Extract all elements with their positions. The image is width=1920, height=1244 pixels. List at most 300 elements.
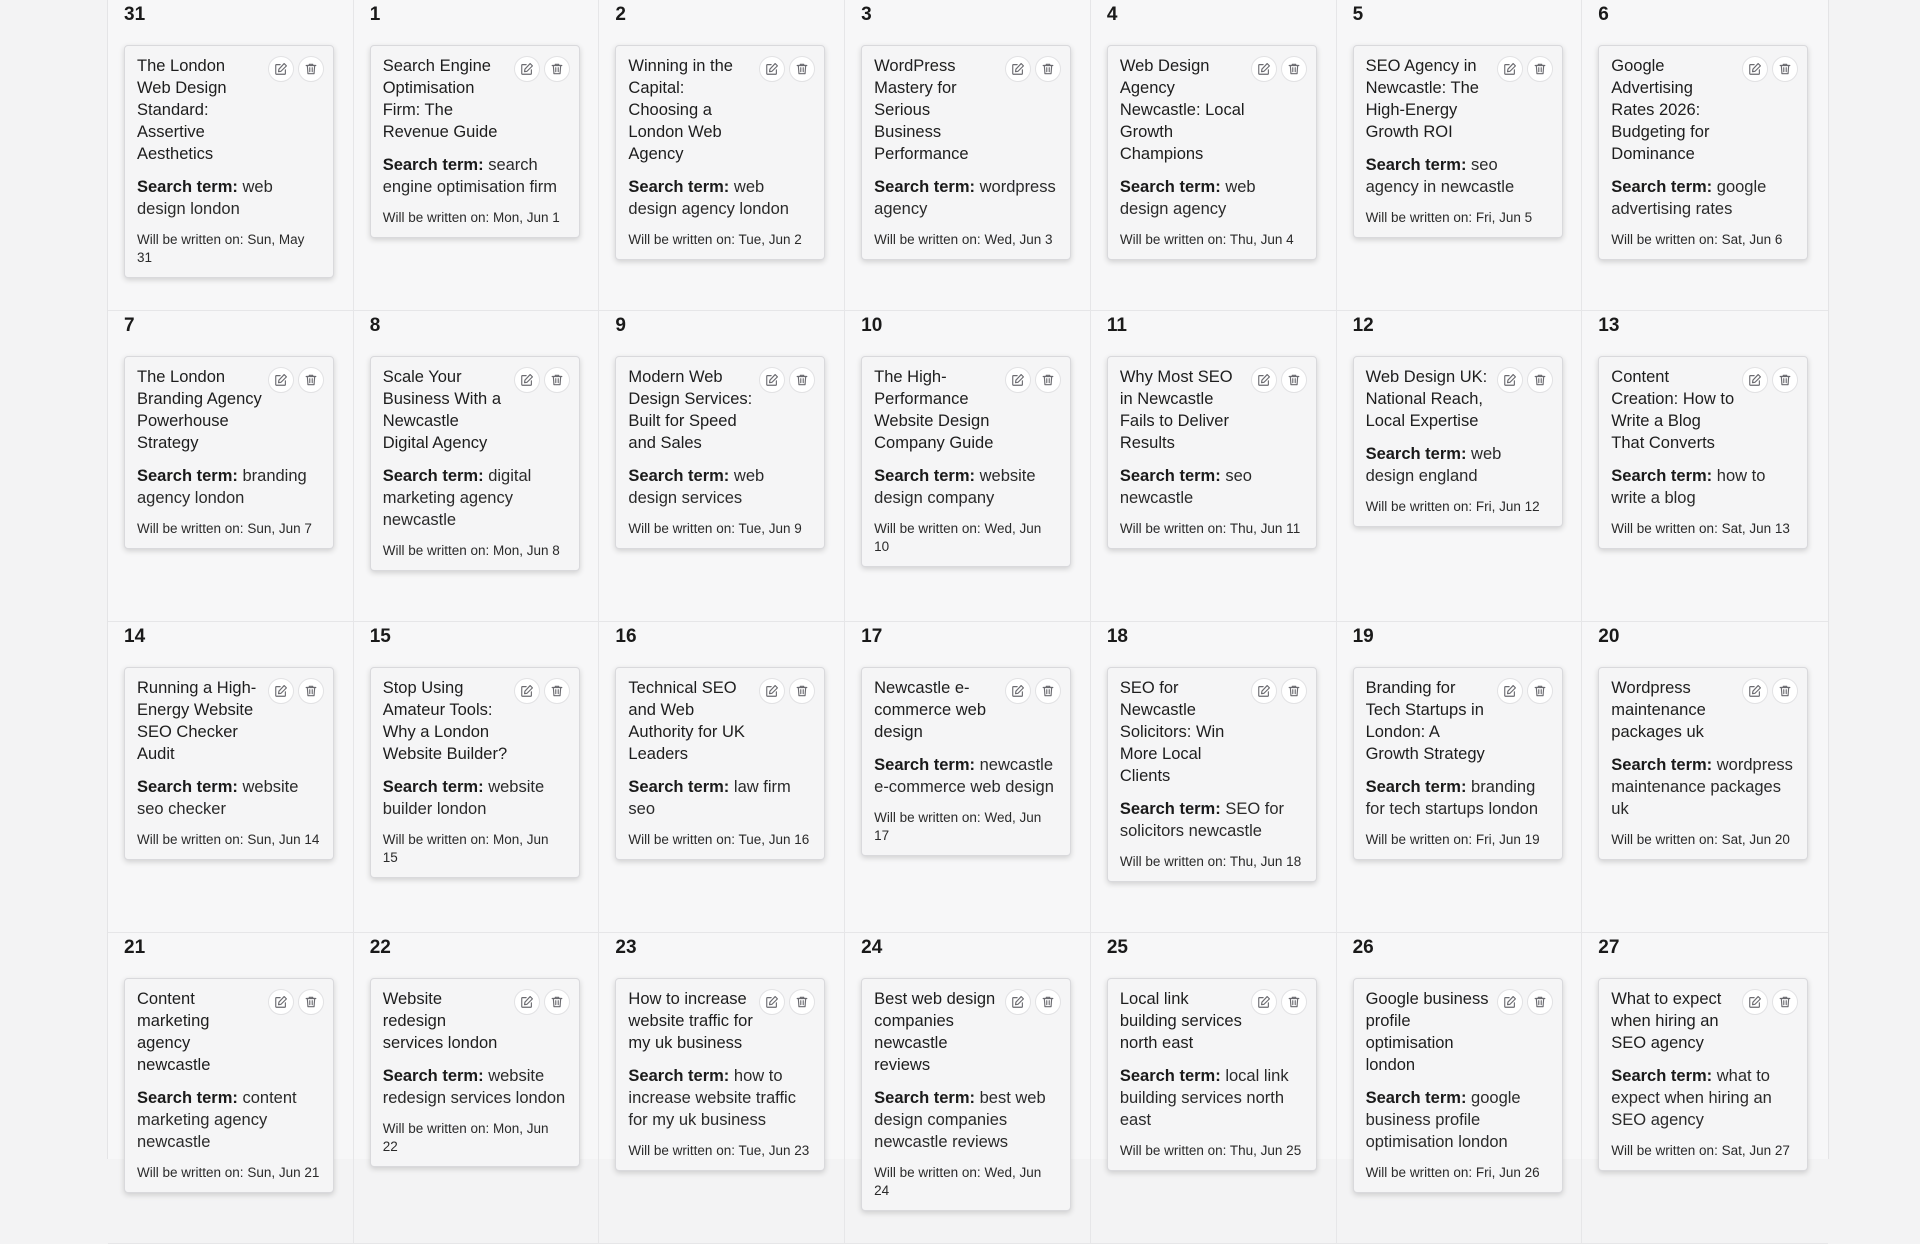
search-term-label: Search term: [137, 178, 238, 196]
written-on [383, 831, 567, 867]
card-actions [1251, 989, 1307, 1015]
search-term-label: Search term: [382, 1067, 484, 1085]
calendar-day [108, 933, 354, 1244]
search-term [1120, 465, 1304, 509]
post-card[interactable] [370, 356, 580, 571]
post-card[interactable] [1353, 45, 1563, 238]
card-actions [759, 989, 815, 1015]
card-actions [1742, 989, 1798, 1015]
post-title: What to expect when hiring an SEO agency [1611, 990, 1722, 1052]
search-term [1120, 1065, 1304, 1131]
written-on-date: Thu, Jun 18 [1229, 854, 1302, 869]
day-number: 9 [615, 315, 626, 336]
post-card[interactable] [124, 667, 334, 860]
written-on [1120, 520, 1304, 538]
day-number: 20 [1598, 626, 1620, 647]
calendar-day [354, 311, 600, 622]
post-title: The High-Performance Website Design Company Guide [874, 368, 994, 452]
post-card[interactable] [124, 356, 334, 549]
written-on-date: Mon, Jun 22 [382, 1121, 549, 1154]
edit-icon[interactable] [1497, 678, 1523, 704]
day-number: 12 [1352, 315, 1374, 336]
post-card[interactable] [1598, 356, 1808, 549]
card-actions [514, 989, 570, 1015]
written-on [874, 809, 1058, 845]
trash-icon[interactable] [1527, 367, 1553, 393]
search-term [1611, 754, 1795, 820]
written-on-date: Sat, Jun 27 [1721, 1143, 1790, 1158]
card-actions [1251, 678, 1307, 704]
search-term [383, 776, 567, 820]
written-on-date: Thu, Jun 4 [1229, 232, 1294, 247]
trash-icon[interactable] [1527, 678, 1553, 704]
edit-icon[interactable] [759, 367, 785, 393]
search-term-label: Search term: [1611, 178, 1713, 196]
day-number: 1 [369, 4, 381, 25]
edit-icon[interactable] [1005, 678, 1031, 704]
written-on-label: Will be written on: [382, 1121, 490, 1136]
calendar-day [1091, 622, 1337, 933]
written-on-label: Will be written on: [1365, 210, 1473, 225]
day-number: 22 [369, 937, 391, 958]
edit-icon[interactable] [1005, 367, 1031, 393]
day-number: 2 [615, 4, 626, 25]
day-number: 5 [1352, 4, 1364, 25]
edit-icon[interactable] [759, 989, 785, 1015]
search-term-value: digital marketing agency newcastle [382, 467, 532, 529]
trash-icon[interactable] [1035, 367, 1061, 393]
post-card[interactable] [1107, 45, 1317, 260]
search-term [383, 1065, 567, 1109]
written-on-date: Sun, Jun 14 [247, 832, 320, 847]
card-actions [268, 367, 324, 393]
card-actions [1005, 56, 1061, 82]
day-number: 13 [1598, 315, 1620, 336]
search-term-value: website redesign services london [382, 1067, 566, 1107]
post-card[interactable] [615, 45, 825, 260]
post-card[interactable] [1107, 356, 1317, 549]
edit-icon[interactable] [1497, 367, 1523, 393]
search-term [874, 1087, 1058, 1153]
post-card[interactable] [1107, 978, 1317, 1171]
search-term-label: Search term: [137, 1089, 238, 1107]
calendar-day [354, 933, 600, 1244]
written-on [383, 209, 567, 227]
edit-icon[interactable] [1742, 989, 1768, 1015]
calendar-day [108, 0, 354, 311]
day-number: 18 [1106, 626, 1128, 647]
post-card[interactable] [615, 667, 825, 860]
card-actions [1742, 367, 1798, 393]
search-term-label: Search term: [382, 467, 484, 485]
post-title: Stop Using Amateur Tools: Why a London Website Builder? [382, 679, 508, 763]
written-on-date: Tue, Jun 23 [738, 1143, 810, 1158]
written-on [1120, 231, 1304, 249]
search-term-label: Search term: [1119, 1067, 1221, 1085]
written-on-date: Wed, Jun 3 [984, 232, 1053, 247]
written-on [1366, 1164, 1550, 1182]
written-on [383, 1120, 567, 1156]
written-on-label: Will be written on: [628, 832, 735, 847]
trash-icon[interactable] [789, 989, 815, 1015]
card-actions [1251, 56, 1307, 82]
trash-icon[interactable] [789, 678, 815, 704]
day-number: 17 [861, 626, 883, 647]
written-on [1611, 831, 1795, 849]
written-on-date: Sun, Jun 7 [247, 521, 312, 536]
written-on [137, 231, 321, 267]
written-on-label: Will be written on: [1119, 521, 1227, 536]
search-term [137, 1087, 321, 1153]
edit-icon[interactable] [268, 678, 294, 704]
search-term-label: Search term: [1611, 1067, 1713, 1085]
calendar-day [599, 0, 845, 311]
post-card[interactable] [615, 978, 825, 1171]
edit-icon[interactable] [514, 989, 540, 1015]
edit-icon[interactable] [1497, 989, 1523, 1015]
edit-icon[interactable] [759, 56, 785, 82]
calendar-day [845, 933, 1091, 1244]
calendar-day [108, 311, 354, 622]
edit-icon[interactable] [268, 989, 294, 1015]
day-number: 25 [1106, 937, 1128, 958]
post-title: Google business profile optimisation london [1365, 990, 1489, 1074]
written-on-label: Will be written on: [628, 1143, 735, 1158]
trash-icon[interactable] [1772, 989, 1798, 1015]
trash-icon[interactable] [544, 56, 570, 82]
search-term [628, 776, 812, 820]
calendar-day [599, 622, 845, 933]
search-term [1611, 176, 1795, 220]
post-card[interactable] [370, 45, 580, 238]
written-on [1366, 209, 1550, 227]
search-term [383, 465, 567, 531]
written-on-date: Mon, Jun 8 [493, 543, 560, 558]
written-on [1366, 831, 1550, 849]
written-on-date: Wed, Jun 24 [874, 1165, 1042, 1198]
search-term [874, 176, 1058, 220]
search-term [1120, 798, 1304, 842]
post-card[interactable] [861, 667, 1071, 856]
written-on-label: Will be written on: [1611, 832, 1718, 847]
edit-icon[interactable] [514, 367, 540, 393]
edit-icon[interactable] [1742, 678, 1768, 704]
written-on-label: Will be written on: [1119, 232, 1227, 247]
post-title: How to increase website traffic for my uk business [628, 990, 753, 1052]
card-actions [1005, 367, 1061, 393]
post-title: The London Branding Agency Powerhouse Strategy [137, 368, 262, 452]
edit-icon[interactable] [1742, 367, 1768, 393]
calendar-day [845, 0, 1091, 311]
search-term-label: Search term: [1365, 445, 1467, 463]
written-on-date: Tue, Jun 16 [738, 832, 810, 847]
day-number: 15 [369, 626, 391, 647]
written-on [874, 231, 1058, 249]
post-title: Local link building services north east [1119, 990, 1242, 1052]
written-on [1366, 498, 1550, 516]
written-on [628, 831, 812, 849]
calendar-day [599, 311, 845, 622]
search-term [628, 1065, 812, 1131]
written-on-label: Will be written on: [628, 232, 735, 247]
calendar-day [1582, 933, 1828, 1244]
trash-icon[interactable] [789, 367, 815, 393]
search-term [874, 754, 1058, 798]
search-term-label: Search term: [628, 178, 730, 196]
written-on-label: Will be written on: [1365, 1165, 1473, 1180]
card-actions [1005, 989, 1061, 1015]
edit-icon[interactable] [1005, 989, 1031, 1015]
trash-icon[interactable] [789, 56, 815, 82]
search-term-value: web design services [628, 467, 765, 507]
trash-icon[interactable] [1035, 678, 1061, 704]
written-on-label: Will be written on: [1119, 1143, 1227, 1158]
written-on-date: Sat, Jun 13 [1721, 521, 1790, 536]
search-term-value: seo newcastle [1119, 467, 1252, 507]
post-card[interactable] [1353, 356, 1563, 527]
calendar-day [1091, 933, 1337, 1244]
post-title: The London Web Design Standard: Assertive Aesthetics [137, 57, 227, 163]
trash-icon[interactable] [1772, 367, 1798, 393]
search-term-value: web design england [1365, 445, 1502, 485]
card-actions [759, 56, 815, 82]
search-term-label: Search term: [1365, 156, 1467, 174]
written-on-label: Will be written on: [874, 810, 981, 825]
trash-icon[interactable] [1281, 989, 1307, 1015]
calendar-day [845, 311, 1091, 622]
post-title: Modern Web Design Services: Built for Speed and Sales [628, 368, 753, 452]
post-card[interactable] [370, 667, 580, 878]
trash-icon[interactable] [544, 989, 570, 1015]
day-number: 23 [615, 937, 637, 958]
trash-icon[interactable] [298, 56, 324, 82]
edit-icon[interactable] [514, 56, 540, 82]
written-on-date: Fri, Jun 12 [1475, 499, 1540, 514]
written-on-label: Will be written on: [382, 543, 490, 558]
card-actions [514, 367, 570, 393]
day-number: 31 [124, 4, 146, 25]
search-term-value: wordpress maintenance packages uk [1611, 756, 1793, 818]
written-on [137, 520, 321, 538]
post-title: Content marketing agency newcastle [137, 990, 211, 1074]
edit-icon[interactable] [1251, 56, 1277, 82]
search-term-label: Search term: [137, 467, 238, 485]
edit-icon[interactable] [1251, 367, 1277, 393]
search-term [628, 465, 812, 509]
card-actions [1497, 678, 1553, 704]
post-title: Content Creation: How to Write a Blog That Converts [1611, 368, 1735, 452]
written-on [1120, 1142, 1304, 1160]
day-number: 8 [369, 315, 381, 336]
edit-icon[interactable] [268, 367, 294, 393]
search-term-label: Search term: [1119, 178, 1221, 196]
written-on-label: Will be written on: [874, 521, 981, 536]
search-term-label: Search term: [1119, 467, 1221, 485]
day-number: 14 [124, 626, 146, 647]
post-title: SEO for Newcastle Solicitors: Win More Local Clients [1119, 679, 1225, 785]
card-actions [1497, 989, 1553, 1015]
edit-icon[interactable] [759, 678, 785, 704]
trash-icon[interactable] [1281, 56, 1307, 82]
post-card[interactable] [861, 45, 1071, 260]
written-on-label: Will be written on: [1365, 499, 1473, 514]
search-term [1120, 176, 1304, 220]
search-term-value: best web design companies newcastle reviews [874, 1089, 1046, 1151]
search-term-label: Search term: [382, 778, 484, 796]
post-card[interactable] [861, 356, 1071, 567]
post-card[interactable] [615, 356, 825, 549]
trash-icon[interactable] [1035, 989, 1061, 1015]
calendar-day [1337, 933, 1583, 1244]
search-term [1366, 154, 1550, 198]
written-on [137, 831, 321, 849]
trash-icon[interactable] [1035, 56, 1061, 82]
written-on [1611, 520, 1795, 538]
calendar-day [845, 622, 1091, 933]
search-term-label: Search term: [628, 778, 730, 796]
post-title: WordPress Mastery for Serious Business Performance [874, 57, 969, 163]
search-term-label: Search term: [1365, 778, 1467, 796]
trash-icon[interactable] [1772, 56, 1798, 82]
written-on-label: Will be written on: [1611, 521, 1718, 536]
calendar-day [354, 0, 600, 311]
post-card[interactable] [1598, 45, 1808, 260]
card-actions [1742, 678, 1798, 704]
post-title: Running a High-Energy Website SEO Checker Audit [137, 679, 257, 763]
calendar-day [1337, 0, 1583, 311]
calendar-day [1337, 622, 1583, 933]
written-on-date: Thu, Jun 25 [1229, 1143, 1302, 1158]
written-on-date: Fri, Jun 19 [1475, 832, 1540, 847]
trash-icon[interactable] [544, 367, 570, 393]
search-term-value: SEO for solicitors newcastle [1119, 800, 1285, 840]
trash-icon[interactable] [298, 989, 324, 1015]
trash-icon[interactable] [1281, 367, 1307, 393]
search-term [137, 465, 321, 509]
search-term-value: web design london [137, 178, 273, 218]
post-card[interactable] [1598, 978, 1808, 1171]
post-title: Google Advertising Rates 2026: Budgeting for Dominance [1611, 57, 1710, 163]
written-on-date: Fri, Jun 26 [1475, 1165, 1540, 1180]
post-card[interactable] [1353, 667, 1563, 860]
trash-icon[interactable] [298, 367, 324, 393]
post-card[interactable] [370, 978, 580, 1167]
trash-icon[interactable] [544, 678, 570, 704]
card-actions [759, 367, 815, 393]
search-term-value: how to increase website traffic for my uk business [628, 1067, 796, 1129]
written-on-label: Will be written on: [382, 832, 490, 847]
edit-icon[interactable] [1005, 56, 1031, 82]
search-term-value: web design agency london [628, 178, 789, 218]
day-number: 26 [1352, 937, 1374, 958]
written-on-date: Mon, Jun 15 [382, 832, 549, 865]
trash-icon[interactable] [1281, 678, 1307, 704]
search-term-label: Search term: [874, 1089, 976, 1107]
search-term-value: google business profile optimisation london [1365, 1089, 1521, 1151]
calendar-day [599, 933, 845, 1244]
search-term-value: search engine optimisation firm [382, 156, 557, 196]
card-actions [514, 56, 570, 82]
post-card[interactable] [861, 978, 1071, 1211]
search-term-label: Search term: [137, 778, 238, 796]
written-on-label: Will be written on: [1611, 1143, 1718, 1158]
post-card[interactable] [124, 45, 334, 278]
written-on [1120, 853, 1304, 871]
written-on-label: Will be written on: [137, 521, 244, 536]
written-on-date: Sat, Jun 6 [1721, 232, 1783, 247]
edit-icon[interactable] [268, 56, 294, 82]
post-title: Wordpress maintenance packages uk [1611, 679, 1706, 741]
written-on-date: Mon, Jun 1 [493, 210, 560, 225]
written-on [628, 1142, 812, 1160]
day-number: 21 [124, 937, 146, 958]
card-actions [1251, 367, 1307, 393]
post-title: Technical SEO and Web Authority for UK Leaders [628, 679, 745, 763]
trash-icon[interactable] [1527, 989, 1553, 1015]
written-on-label: Will be written on: [137, 832, 244, 847]
search-term-label: Search term: [1611, 467, 1713, 485]
trash-icon[interactable] [1527, 56, 1553, 82]
written-on [1611, 1142, 1795, 1160]
written-on-label: Will be written on: [137, 1165, 244, 1180]
post-title: Web Design Agency Newcastle: Local Growth Champions [1119, 57, 1245, 163]
post-title: Website redesign services london [382, 990, 498, 1052]
written-on-label: Will be written on: [874, 232, 981, 247]
search-term-label: Search term: [874, 178, 976, 196]
trash-icon[interactable] [1772, 678, 1798, 704]
card-actions [268, 678, 324, 704]
post-title: SEO Agency in Newcastle: The High-Energy Growth ROI [1365, 57, 1479, 141]
day-number: 4 [1106, 4, 1118, 25]
calendar-day [354, 622, 600, 933]
calendar-day [1582, 622, 1828, 933]
calendar-day [1337, 311, 1583, 622]
calendar-day [1091, 0, 1337, 311]
card-actions [1497, 367, 1553, 393]
post-title: Branding for Tech Startups in London: A Growth Strategy [1365, 679, 1485, 763]
card-actions [759, 678, 815, 704]
day-number: 10 [861, 315, 883, 336]
written-on-date: Tue, Jun 2 [738, 232, 802, 247]
trash-icon[interactable] [298, 678, 324, 704]
edit-icon[interactable] [1251, 678, 1277, 704]
edit-icon[interactable] [1497, 56, 1523, 82]
edit-icon[interactable] [1742, 56, 1768, 82]
written-on-date: Thu, Jun 11 [1229, 521, 1301, 536]
search-term [1366, 443, 1550, 487]
written-on [628, 520, 812, 538]
post-card[interactable] [1107, 667, 1317, 882]
search-term-value: website builder london [382, 778, 545, 818]
search-term [137, 776, 321, 820]
search-term-value: newcastle e-commerce web design [874, 756, 1054, 796]
search-term [1366, 776, 1550, 820]
search-term-value: wordpress agency [874, 178, 1056, 218]
written-on [628, 231, 812, 249]
day-number: 24 [861, 937, 883, 958]
post-title: Newcastle e-commerce web design [874, 679, 987, 741]
written-on-date: Wed, Jun 10 [874, 521, 1042, 554]
edit-icon[interactable] [514, 678, 540, 704]
post-card[interactable] [124, 978, 334, 1193]
post-card[interactable] [1598, 667, 1808, 860]
post-card[interactable] [1353, 978, 1563, 1193]
search-term-value: law firm seo [628, 778, 791, 818]
search-term-label: Search term: [1119, 800, 1221, 818]
written-on-label: Will be written on: [1611, 232, 1718, 247]
edit-icon[interactable] [1251, 989, 1277, 1015]
search-term-label: Search term: [628, 467, 730, 485]
